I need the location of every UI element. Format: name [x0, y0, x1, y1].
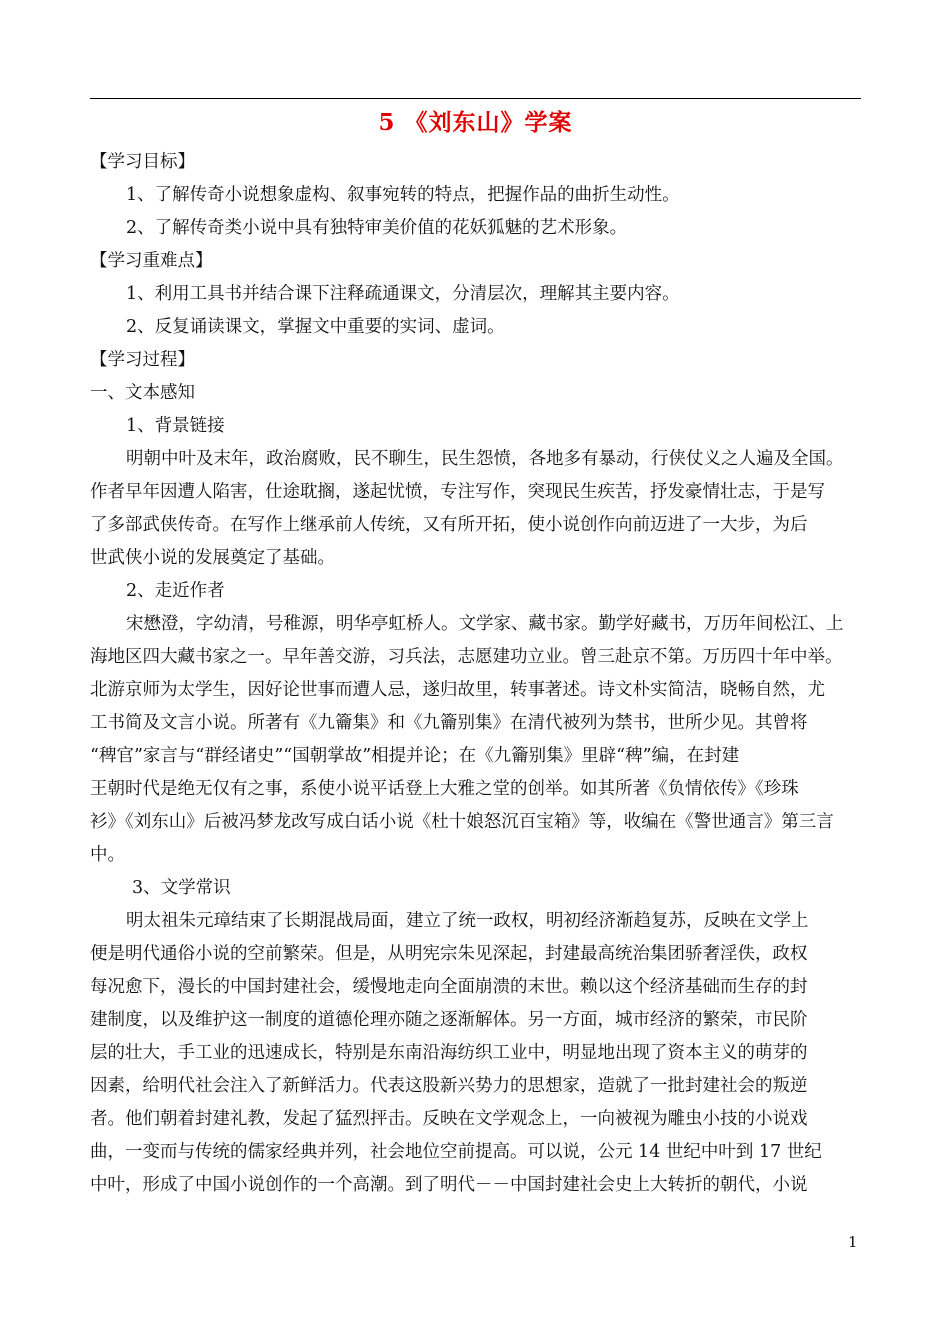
text-line: 1、了解传奇小说想象虚构、叙事宛转的特点，把握作品的曲折生动性。 [126, 185, 680, 205]
text-line: 【学习过程】 [90, 350, 195, 370]
text-line: 【学习目标】 [90, 152, 195, 172]
text-line: 者。他们朝着封建礼教，发起了猛烈抨击。反映在文学观念上，一向被视为雕虫小技的小说戏 [90, 1109, 808, 1129]
text-line: 便是明代通俗小说的空前繁荣。但是，从明宪宗朱见深起，封建最高统治集团骄奢淫佚，政权 [90, 944, 808, 964]
header-rule [90, 98, 861, 99]
text-line: 因素，给明代社会注入了新鲜活力。代表这股新兴势力的思想家，造就了一批封建社会的叛逆 [90, 1076, 808, 1096]
text-line: 层的壮大，手工业的迅速成长，特别是东南沿海纺织工业中，明显地出现了资本主义的萌芽的 [90, 1043, 808, 1063]
text-line: “稗官”家言与“群经诸史”“国朝掌故”相提并论；在《九籥别集》里辟“稗”编，在封建 [90, 746, 740, 766]
text-line: 【学习重难点】 [90, 251, 213, 271]
text-line: 工书简及文言小说。所著有《九籥集》和《九籥别集》在清代被列为禁书，世所少见。其曾将 [90, 713, 808, 733]
text-line: 北游京师为太学生，因好论世事而遭人忌，遂归故里，转事著述。诗文朴实简洁，晓畅自然，尤 [90, 680, 825, 700]
text-line: 中叶，形成了中国小说创作的一个高潮。到了明代－－中国封建社会史上大转折的朝代，小说 [90, 1175, 808, 1195]
text-line: 2、走近作者 [126, 581, 225, 601]
text-line: 曲，一变而与传统的儒家经典并列，社会地位空前提高。可以说，公元 14 世纪中叶到 17 世纪 [90, 1142, 822, 1162]
text-line: 2、了解传奇类小说中具有独特审美价值的花妖狐魅的艺术形象。 [126, 218, 628, 238]
text-line: 1、背景链接 [126, 416, 225, 436]
text-line: 明朝中叶及末年，政治腐败，民不聊生，民生怨愤，各地多有暴动，行侠仗义之人遍及全国。 [126, 449, 844, 469]
text-line: 一、文本感知 [90, 383, 195, 403]
page-title: 5 《刘东山》学案 [378, 109, 573, 136]
text-line: 了多部武侠传奇。在写作上继承前人传统，又有所开拓，使小说创作向前迈进了一大步，为后 [90, 515, 808, 535]
text-line: 每况愈下，漫长的中国封建社会，缓慢地走向全面崩溃的末世。赖以这个经济基础而生存的封 [90, 977, 808, 997]
text-line: 海地区四大藏书家之一。早年善交游，习兵法，志愿建功立业。曾三赴京不第。万历四十年中举。 [90, 647, 843, 667]
text-line: 2、反复诵读课文，掌握文中重要的实词、虚词。 [126, 317, 505, 337]
text-line: 3、文学常识 [132, 878, 231, 898]
text-line: 明太祖朱元璋结束了长期混战局面，建立了统一政权，明初经济渐趋复苏，反映在文学上 [126, 911, 809, 931]
text-line: 衫》《刘东山》后被冯梦龙改写成白话小说《杜十娘怒沉百宝箱》等，收编在《警世通言》第三言 [90, 812, 834, 832]
text-line: 王朝时代是绝无仅有之事，系使小说平话登上大雅之堂的创举。如其所著《负情依传》《珍珠 [90, 779, 799, 799]
text-line: 世武侠小说的发展奠定了基础。 [90, 548, 335, 568]
text-line: 1、利用工具书并结合课下注释疏通课文，分清层次，理解其主要内容。 [126, 284, 680, 304]
page-number: 1 [848, 1233, 858, 1251]
text-line: 宋懋澄，字幼清，号稚源，明华亭虹桥人。文学家、藏书家。勤学好藏书，万历年间松江、上 [126, 614, 844, 634]
text-line: 建制度，以及维护这一制度的道德伦理亦随之逐渐解体。另一方面，城市经济的繁荣，市民阶 [90, 1010, 808, 1030]
body-text [90, 146, 861, 1202]
text-line: 作者早年因遭人陷害，仕途耽搁，遂起忧愤，专注写作，突现民生疾苦，抒发豪情壮志，于是写 [90, 482, 825, 502]
text-line: 中。 [90, 845, 125, 865]
